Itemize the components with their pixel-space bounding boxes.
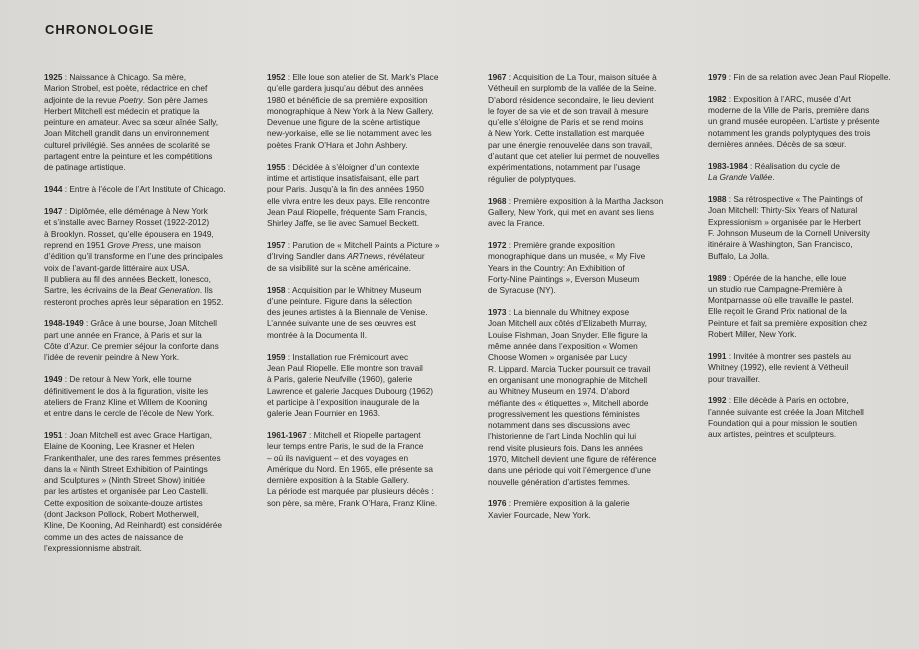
entry-year: 1989 xyxy=(708,272,727,283)
entry-year: 1949 xyxy=(44,374,63,385)
timeline-entry: 1982 : Exposition à l’ARC, musée d’Art moderne de la Ville de Paris, première dans un grand musée européen. L’artiste y présente notamment les grands polyptyques des trois dernières années. Décès de sa sœur. xyxy=(708,93,880,150)
timeline-entry: 1968 : Première exposition à la Martha Jackson Gallery, New York, qui met en avant ses liens avec la France. xyxy=(488,195,664,229)
entry-text: Sa rétrospective « The Paintings of Joan Mitchell: Thirty-Six Years of Natural Expressionism » organisée par le Herbert F. Johnson Museum de la Cornell University itinéraire à Washington, San Francisco, Buffalo, La Jolla. xyxy=(708,194,870,261)
entry-year: 1988 xyxy=(708,194,727,205)
timeline-entry: 1967 : Acquisition de La Tour, maison située à Vétheuil en surplomb de la vallée de la Seine. D’abord résidence secondaire, le lieu devient le foyer de sa vie et de son travail à mesure qu’elle s’éloigne de Paris et se rend moins à New York. Cette installation est marquée par une énergie renouvelée dans son travail, d’autant que cet atelier lui permet de nouvelles expérimentations, notamment par l’usage régulier de polyptyques. xyxy=(488,72,660,184)
entry-year: 1925 xyxy=(44,72,63,82)
entry-year: 1983-1984 xyxy=(708,160,748,171)
entry-text: Invitée à montrer ses pastels au Whitney (1992), elle revient à Vétheuil pour travailler. xyxy=(708,350,851,384)
entry-text: Joan Mitchell est avec Grace Hartigan, Elaine de Kooning, Lee Krasner et Helen Frankenthaler, une des rares femmes présentes dans la « Ninth Street Exhibition of Paintings and Sculptures » (Ninth Street Show) initiée par les artistes et organisée par Leo Castelli. Cette exposition de soixante-douze artistes (dont Jackson Pollock, Robert Motherwell, Kline, De Kooning, Ad Reinhardt) est considérée comme un des actes de naissance de l’expressionnisme abstrait. xyxy=(44,429,223,553)
timeline-entry: 1973 : La biennale du Whitney expose Joan Mitchell aux côtés d’Elizabeth Murray, Louise Fishman, Joan Snyder. Elle figure la même année dans l’exposition « Women Choose Women » organisée par Lucy R. Lippard. Marcia Tucker poursuit ce travail en organisant une monographie de Mitchell au Whitney Museum en 1974. D’abord méfiante des « étiquettes », Mitchell aborde progressivement les questions féministes notamment dans ses discussions avec l’historienne de l’art Linda Nochlin qui lui rend visite plusieurs fois. Dans les années 1970, Mitchell devient une figure de référence dans une période qui voit l’émergence d’une nouvelle génération d’artistes femmes. xyxy=(488,307,657,487)
entry-year: 1955 xyxy=(267,161,286,172)
timeline-entry: 1961-1967 : Mitchell et Riopelle partagent leur temps entre Paris, le sud de la France – où ils naviguent – et des voyages en Amérique du Nord. En 1965, elle présente sa dernière exposition à la Stable Gallery. La période est marquée par plusieurs décès : son père, sa mère, Frank O’Hara, Franz Kline. xyxy=(267,429,438,508)
timeline-entry: 1979 : Fin de sa relation avec Jean Paul Riopelle. xyxy=(708,72,891,82)
entry-text: Parution de « Mitchell Paints a Picture » d’Irving Sandler dans ARTnews, révélateur de sa visibilité sur la scène américaine. xyxy=(267,240,440,273)
timeline-column-3 xyxy=(488,72,700,532)
entry-year: 1957 xyxy=(267,240,286,251)
entry-year: 1991 xyxy=(708,350,727,361)
entry-text: La biennale du Whitney expose Joan Mitchell aux côtés d’Elizabeth Murray, Louise Fishman, Joan Snyder. Elle figure la même année dans l’exposition « Women Choose Women » organisée par Lucy R. Lippard. Marcia Tucker poursuit ce travail en organisant une monographie de Mitchell au Whitney Museum en 1974. D’abord méfiante des « étiquettes », Mitchell aborde progressivement les questions féministes notamment dans ses discussions avec l’historienne de l’art Linda Nochlin qui lui rend visite plusieurs fois. Dans les années 1970, Mitchell devient une figure de référence dans une période qui voit l’émergence d’une nouvelle génération d’artistes femmes. xyxy=(488,307,657,487)
timeline-column-1 xyxy=(44,72,256,565)
timeline-entry: 1989 : Opérée de la hanche, elle loue un studio rue Campagne-Première à Montparnasse où elle travaille le pastel. Elle reçoit le Grand Prix national de la Peinture et fait sa première exposition chez Robert Miller, New York. xyxy=(708,272,868,340)
entry-year: 1961-1967 xyxy=(267,429,307,440)
entry-text: Exposition à l’ARC, musée d’Art moderne de la Ville de Paris, première dans un grand musée européen. L’artiste y présente notamment les grands polyptyques des trois dernières années. Décès de sa sœur. xyxy=(708,93,880,150)
entry-year: 1982 xyxy=(708,93,727,104)
entry-year: 1979 xyxy=(708,72,727,82)
timeline-entry: 1988 : Sa rétrospective « The Paintings of Joan Mitchell: Thirty-Six Years of Natural Expressionism » organisée par le Herbert F. Johnson Museum de la Cornell University itinéraire à Washington, San Francisco, Buffalo, La Jolla. xyxy=(708,194,870,261)
timeline-entry: 1944 : Entre à l’école de l’Art Institute of Chicago. xyxy=(44,184,226,195)
entry-year: 1952 xyxy=(267,72,286,82)
timeline-entry: 1949 : De retour à New York, elle tourne définitivement le dos à la figuration, visite les ateliers de Franz Kline et Willem de Kooning et entre dans le cercle de l’école de New York. xyxy=(44,374,215,419)
entry-year: 1944 xyxy=(44,184,63,195)
timeline-entry: 1947 : Diplômée, elle déménage à New York et s’installe avec Barney Rosset (1922-2012) à Brooklyn. Rosset, qu’elle épousera en 1949, reprend en 1951 Grove Press, une maison d’édition qu’il transforme en l’une des principales voix de l’avant-garde littéraire aux USA. Il publiera au fil des années Beckett, Ionesco, Sartre, les écrivains de la Beat Generation. Ils resteront proches après leur séparation en 1952. xyxy=(44,206,224,307)
timeline-entry: 1983-1984 : Réalisation du cycle de La Grande Vallée. xyxy=(708,160,840,183)
entry-year: 1968 xyxy=(488,195,507,206)
timeline-entry: 1958 : Acquisition par le Whitney Museum d’une peinture. Figure dans la sélection des jeunes artistes à la Biennale de Venise. L’année suivante une de ses œuvres est montrée à la Documenta II. xyxy=(267,284,428,340)
entry-text: De retour à New York, elle tourne définitivement le dos à la figuration, visite les ateliers de Franz Kline et Willem de Kooning et entre dans le cercle de l’école de New York. xyxy=(44,374,215,419)
entry-text: Opérée de la hanche, elle loue un studio rue Campagne-Première à Montparnasse où elle travaille le pastel. Elle reçoit le Grand Prix national de la Peinture et fait sa première exposition chez Robert Miller, New York. xyxy=(708,272,868,340)
entry-text: Première exposition à la galerie Xavier Fourcade, New York. xyxy=(488,498,630,520)
entry-text: Naissance à Chicago. Sa mère, Marion Strobel, est poète, rédactrice en chef adjointe de la revue Poetry. Son père James Herbert Mitchell est médecin et pratique la peinture en amateur. Avec sa sœur aînée Sally, Joan Mitchell grandit dans un environnement culturel privilégié. Ses années de scolarité se partagent entre la peinture et les compétitions de patinage artistique. xyxy=(44,72,219,173)
entry-text: Fin de sa relation avec Jean Paul Riopelle. xyxy=(733,72,891,82)
timeline-entry: 1992 : Elle décède à Paris en octobre, l’année suivante est créée la Joan Mitchell Foundation qui a pour mission le soutien aux artistes, peintres et sculpteurs. xyxy=(708,395,864,440)
timeline-entry: 1959 : Installation rue Frémicourt avec Jean Paul Riopelle. Elle montre son travail à Paris, galerie Neufville (1960), galerie Lawrence et galerie Jacques Dubourg (1962) et participe à l’exposition inaugurale de la galerie Jean Fournier en 1963. xyxy=(267,351,434,419)
entry-year: 1959 xyxy=(267,351,286,362)
entry-year: 1992 xyxy=(708,395,727,406)
entry-text: Réalisation du cycle de La Grande Vallée. xyxy=(708,160,840,183)
entry-text: Acquisition par le Whitney Museum d’une peinture. Figure dans la sélection des jeunes artistes à la Biennale de Venise. L’année suivante une de ses œuvres est montrée à la Documenta II. xyxy=(267,284,428,340)
entry-text: Diplômée, elle déménage à New York et s’installe avec Barney Rosset (1922-2012) à Brooklyn. Rosset, qu’elle épousera en 1949, reprend en 1951 Grove Press, une maison d’édition qu’il transforme en l’une des principales voix de l’avant-garde littéraire aux USA. Il publiera au fil des années Beckett, Ionesco, Sartre, les écrivains de la Beat Generation. Ils resteront proches après leur séparation en 1952. xyxy=(44,206,224,307)
timeline-entry: 1925 : Naissance à Chicago. Sa mère, Marion Strobel, est poète, rédactrice en chef adjointe de la revue Poetry. Son père James Herbert Mitchell est médecin et pratique la peinture en amateur. Avec sa sœur aînée Sally, Joan Mitchell grandit dans un environnement culturel privilégié. Ses années de scolarité se partagent entre la peinture et les compétitions de patinage artistique. xyxy=(44,72,219,173)
entry-text: Acquisition de La Tour, maison située à Vétheuil en surplomb de la vallée de la Seine. D’abord résidence secondaire, le lieu devient le foyer de sa vie et de son travail à mesure qu’elle s’éloigne de Paris et se rend moins à New York. Cette installation est marquée par une énergie renouvelée dans son travail, d’autant que cet atelier lui permet de nouvelles expérimentations, notamment par l’usage régulier de polyptyques. xyxy=(488,72,660,184)
timeline-entry: 1951 : Joan Mitchell est avec Grace Hartigan, Elaine de Kooning, Lee Krasner et Helen Frankenthaler, une des rares femmes présentes dans la « Ninth Street Exhibition of Paintings and Sculptures » (Ninth Street Show) initiée par les artistes et organisée par Leo Castelli. Cette exposition de soixante-douze artistes (dont Jackson Pollock, Robert Motherwell, Kline, De Kooning, Ad Reinhardt) est considérée comme un des actes de naissance de l’expressionnisme abstrait. xyxy=(44,429,223,553)
timeline-entry: 1957 : Parution de « Mitchell Paints a Picture » d’Irving Sandler dans ARTnews, révélateur de sa visibilité sur la scène américaine. xyxy=(267,240,440,273)
timeline-column-4 xyxy=(708,72,908,451)
entry-year: 1973 xyxy=(488,307,507,318)
entry-text: Installation rue Frémicourt avec Jean Paul Riopelle. Elle montre son travail à Paris, galerie Neufville (1960), galerie Lawrence et galerie Jacques Dubourg (1962) et participe à l’exposition inaugurale de la galerie Jean Fournier en 1963. xyxy=(267,351,434,419)
entry-text: Première exposition à la Martha Jackson Gallery, New York, qui met en avant ses liens avec la France. xyxy=(488,195,664,229)
entry-text: Elle loue son atelier de St. Mark’s Place qu’elle gardera jusqu’au début des années 1980 et bénéficie de sa première exposition monographique à New York à la New Gallery. Devenue une figure de la scène artistique new-yorkaise, elle se lie notamment avec les poètes Frank O’Hara et John Ashbery. xyxy=(267,72,439,150)
entry-text: Grâce à une bourse, Joan Mitchell part une année en France, à Paris et sur la Côte d’Azur. Ce premier séjour la conforte dans l’idée de revenir peindre à New York. xyxy=(44,318,219,363)
timeline-entry: 1948-1949 : Grâce à une bourse, Joan Mitchell part une année en France, à Paris et sur la Côte d’Azur. Ce premier séjour la conforte dans l’idée de revenir peindre à New York. xyxy=(44,318,219,363)
timeline-entry: 1972 : Première grande exposition monographique dans un musée, « My Five Years in the Country: An Exhibition of Forty-Nine Paintings », Everson Museum de Syracuse (NY). xyxy=(488,240,646,296)
entry-year: 1976 xyxy=(488,498,507,509)
entry-year: 1967 xyxy=(488,72,507,82)
timeline-entry: 1955 : Décidée à s’éloigner d’un contexte intime et artistique insatisfaisant, elle part pour Paris. Jusqu’à la fin des années 1950 elle vivra entre les deux pays. Elle rencontre Jean Paul Riopelle, fréquente Sam Francis, Shirley Jaffe, se lie avec Samuel Beckett. xyxy=(267,161,430,229)
entry-year: 1972 xyxy=(488,240,507,251)
entry-text: Mitchell et Riopelle partagent leur temps entre Paris, le sud de la France – où ils naviguent – et des voyages en Amérique du Nord. En 1965, elle présente sa dernière exposition à la Stable Gallery. La période est marquée par plusieurs décès : son père, sa mère, Frank O’Hara, Franz Kline. xyxy=(267,429,438,508)
entry-text: Entre à l’école de l’Art Institute of Chicago. xyxy=(69,184,226,195)
entry-year: 1958 xyxy=(267,284,286,295)
entry-text: Décidée à s’éloigner d’un contexte intime et artistique insatisfaisant, elle part pour Paris. Jusqu’à la fin des années 1950 elle vivra entre les deux pays. Elle rencontre Jean Paul Riopelle, fréquente Sam Francis, Shirley Jaffe, se lie avec Samuel Beckett. xyxy=(267,161,430,229)
timeline-entry: 1976 : Première exposition à la galerie Xavier Fourcade, New York. xyxy=(488,498,630,520)
entry-year: 1951 xyxy=(44,429,63,440)
timeline-entry: 1991 : Invitée à montrer ses pastels au Whitney (1992), elle revient à Vétheuil pour travailler. xyxy=(708,350,851,384)
entry-text: Elle décède à Paris en octobre, l’année suivante est créée la Joan Mitchell Foundation qui a pour mission le soutien aux artistes, peintres et sculpteurs. xyxy=(708,395,864,440)
entry-year: 1948-1949 xyxy=(44,318,84,329)
entry-text: Première grande exposition monographique dans un musée, « My Five Years in the Country: An Exhibition of Forty-Nine Paintings », Everson Museum de Syracuse (NY). xyxy=(488,240,646,296)
page-title: CHRONOLOGIE xyxy=(45,22,155,37)
timeline-entry: 1952 : Elle loue son atelier de St. Mark’s Place qu’elle gardera jusqu’au début des années 1980 et bénéficie de sa première exposition monographique à New York à la New Gallery. Devenue une figure de la scène artistique new-yorkaise, elle se lie notamment avec les poètes Frank O’Hara et John Ashbery. xyxy=(267,72,439,150)
entry-year: 1947 xyxy=(44,206,63,217)
timeline-column-2 xyxy=(267,72,479,520)
